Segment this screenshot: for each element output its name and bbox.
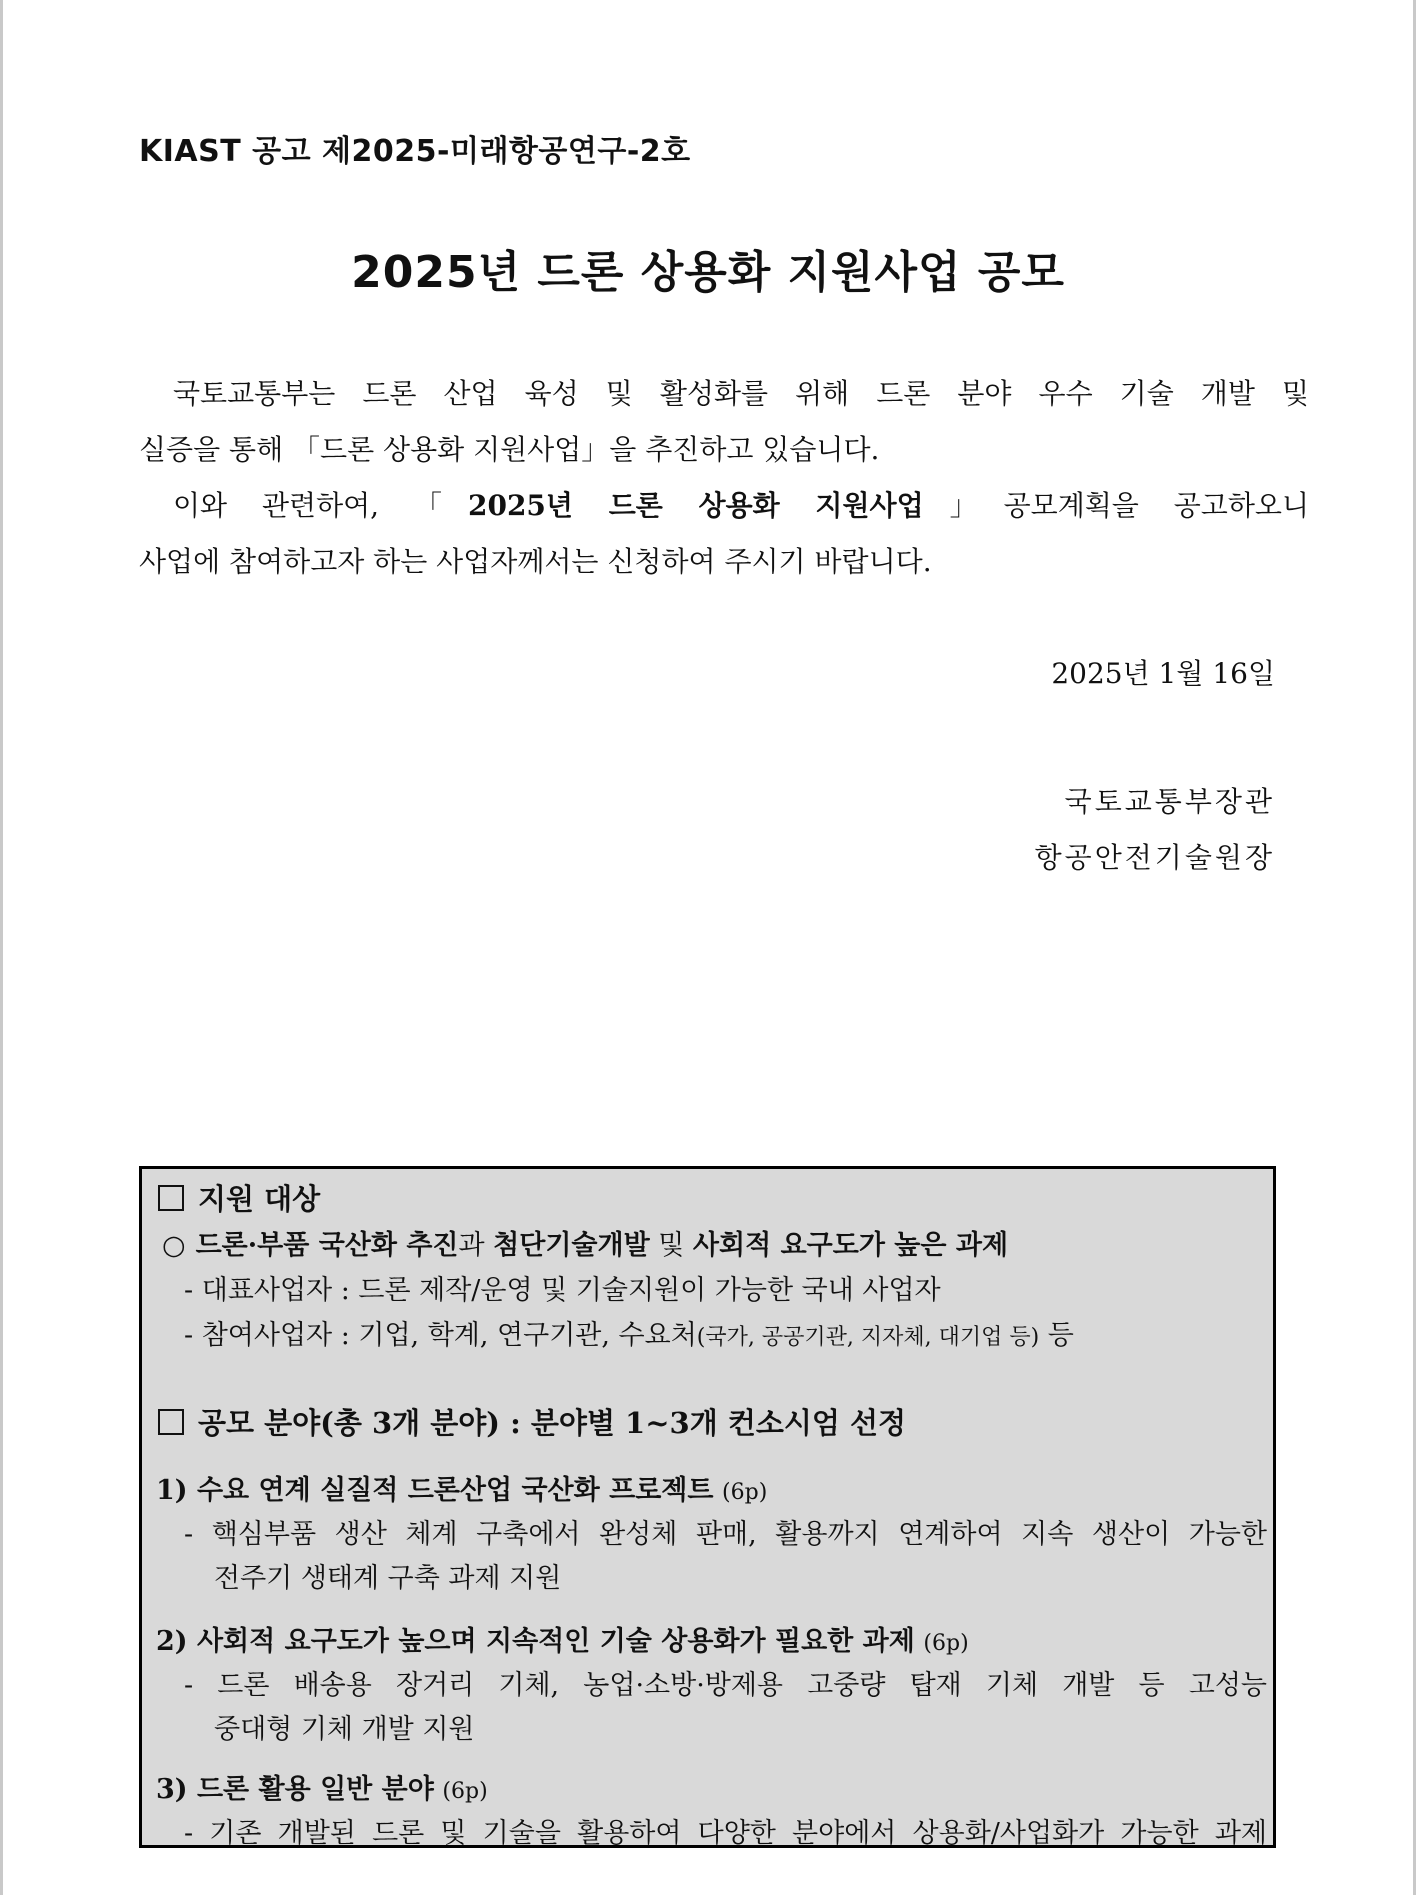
- field-1-desc-line-2: 전주기 생태계 구축 과제 지원: [214, 1563, 562, 1594]
- eligibility-item-part-1: 드론·부품 국산화 추진: [195, 1230, 459, 1261]
- signature-institute: 항공안전기술원장: [1034, 841, 1275, 874]
- eligibility-item-part-2: 첨단기술개발: [493, 1230, 650, 1261]
- intro-paragraph-1-line-2: 실증을 통해 「드론 상용화 지원사업」을 추진하고 있습니다.: [139, 433, 880, 466]
- eligibility-lead-company: - 대표사업자 : 드론 제작/운영 및 기술지원이 가능한 국내 사업자: [184, 1275, 941, 1306]
- announcement-date: 2025년 1월 16일: [1051, 657, 1275, 690]
- eligibility-participants: [184, 1313, 1273, 1352]
- field-1-desc-line-1: - 핵심부품 생산 체계 구축에서 완성체 판매, 활용까지 연계하여 지속 생산이 가능한: [184, 1519, 1267, 1550]
- intro-paragraph-1-line-1: 국토교통부는 드론 산업 육성 및 활성화를 위해 드론 분야 우수 기술 개발 및: [173, 377, 1309, 410]
- notice-number: KIAST 공고 제2025-미래항공연구-2호: [139, 134, 691, 169]
- field-1-title: [156, 1468, 1273, 1507]
- participants-suffix: 등: [1039, 1320, 1074, 1351]
- participants-main: - 참여사업자 : 기업, 학계, 연구기관, 수요처: [184, 1320, 697, 1351]
- intro-paragraph-2-line-1: [139, 478, 1309, 534]
- signature-ministry: 국토교통부장관: [1064, 785, 1275, 818]
- eligibility-item: [162, 1223, 1273, 1262]
- eligibility-item-part-3: 사회적 요구도가 높은 과제: [692, 1230, 1009, 1261]
- intro-p2-pre: 이와 관련하여, 「: [173, 489, 468, 522]
- section-fields-title: 공모 분야(총 3개 분야) : 분야별 1~3개 컨소시엄 선정: [198, 1406, 907, 1440]
- field-2-title-text: 2) 사회적 요구도가 높으며 지속적인 기술 상용화가 필요한 과제: [156, 1626, 915, 1657]
- eligibility-item-connector-2: 및: [649, 1230, 693, 1261]
- field-1-pages: (6p): [722, 1480, 768, 1505]
- field-3-desc-line-1: - 기존 개발된 드론 및 기술을 활용하여 다양한 분야에서 상용화/사업화가 가능한 과제: [184, 1818, 1267, 1848]
- participants-examples: (국가, 공공기관, 지자체, 대기업 등): [696, 1325, 1040, 1350]
- intro-p2-bold: 2025년 드론 상용화 지원사업: [467, 489, 924, 522]
- field-2-pages: (6p): [923, 1631, 969, 1656]
- document-title: 2025년 드론 상용화 지원사업 공모: [351, 247, 1065, 298]
- field-3-pages: (6p): [442, 1779, 488, 1804]
- field-3-title-text: 3) 드론 활용 일반 분야: [156, 1774, 434, 1805]
- circle-bullet-icon: ○: [162, 1230, 186, 1261]
- section-eligibility-heading: [158, 1177, 1273, 1218]
- field-2-desc-line-1: - 드론 배송용 장거리 기체, 농업·소방·방제용 고중량 탑재 기체 개발 등 고성능: [184, 1670, 1267, 1701]
- checkbox-square-icon: [158, 1409, 184, 1435]
- field-2-title: [156, 1619, 1273, 1658]
- summary-box: [139, 1166, 1276, 1848]
- section-fields-heading: [158, 1401, 1273, 1442]
- field-2-desc-line-2: 중대형 기체 개발 지원: [214, 1714, 475, 1745]
- intro-p2-post: 」공모계획을 공고하오니: [923, 489, 1309, 522]
- field-3-title: [156, 1767, 1273, 1806]
- checkbox-square-icon: [158, 1185, 184, 1211]
- field-1-title-text: 1) 수요 연계 실질적 드론산업 국산화 프로젝트: [156, 1475, 714, 1506]
- eligibility-item-connector-1: 과: [458, 1230, 494, 1261]
- section-eligibility-title: 지원 대상: [198, 1182, 321, 1216]
- intro-paragraph-2-line-2: 사업에 참여하고자 하는 사업자께서는 신청하여 주시기 바랍니다.: [139, 545, 932, 578]
